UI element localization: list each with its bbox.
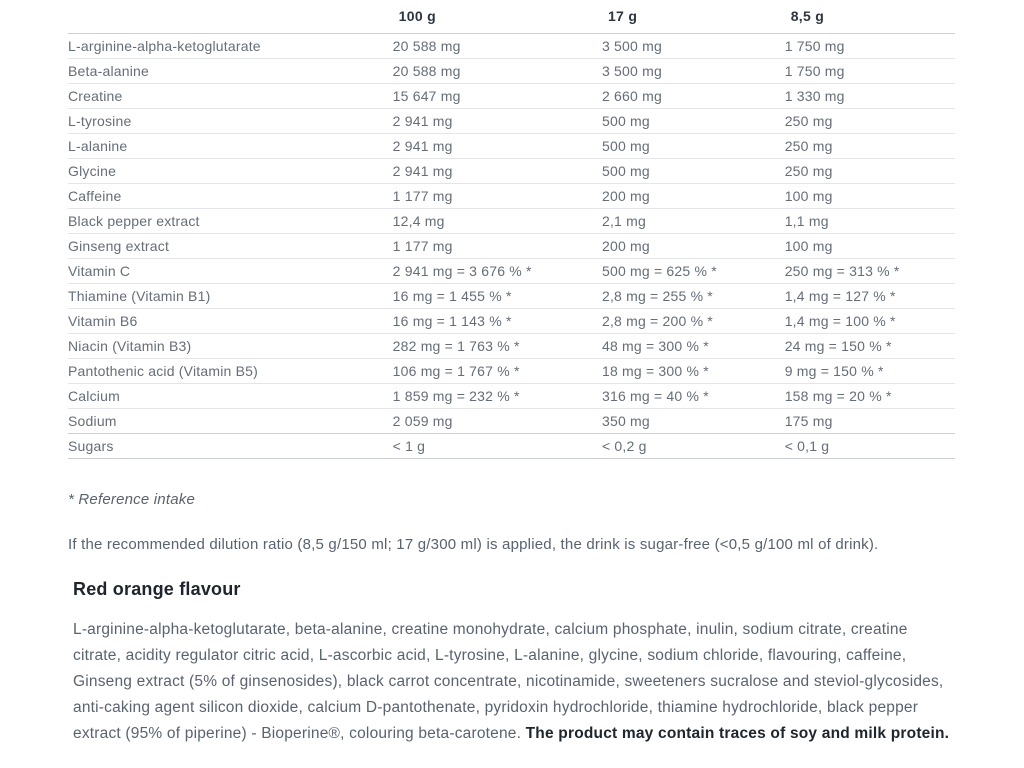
value-per-8-5g: 1 750 mg	[785, 59, 955, 84]
table-row	[68, 209, 955, 234]
table-row	[68, 109, 955, 134]
value-per-8-5g: 250 mg	[785, 134, 955, 159]
nutrient-label: Glycine	[68, 159, 393, 184]
table-row	[68, 434, 955, 459]
header-per-17g: 17 g	[602, 6, 785, 34]
value-per-8-5g: 1 750 mg	[785, 34, 955, 59]
value-per-8-5g: 1 330 mg	[785, 84, 955, 109]
table-row	[68, 134, 955, 159]
nutrient-label: Sugars	[68, 434, 393, 459]
value-per-100g: 2 941 mg	[393, 134, 602, 159]
table-row	[68, 84, 955, 109]
value-per-100g: 20 588 mg	[393, 59, 602, 84]
table-row	[68, 284, 955, 309]
value-per-8-5g: 250 mg = 313 % *	[785, 259, 955, 284]
value-per-17g: 2,1 mg	[602, 209, 785, 234]
header-per-100g: 100 g	[393, 6, 602, 34]
nutrient-label: Pantothenic acid (Vitamin B5)	[68, 359, 393, 384]
nutrient-label: Vitamin C	[68, 259, 393, 284]
value-per-17g: 3 500 mg	[602, 34, 785, 59]
nutrient-label: Vitamin B6	[68, 309, 393, 334]
table-row	[68, 384, 955, 409]
flavour-heading: Red orange flavour	[73, 579, 241, 599]
dilution-ratio-note: If the recommended dilution ratio (8,5 g/150 ml; 17 g/300 ml) is applied, the drink is sugar-free (<0,5 g/100 ml of drink).	[68, 536, 879, 553]
flavour-section	[68, 579, 955, 747]
table-row	[68, 234, 955, 259]
table-row	[68, 409, 955, 434]
value-per-100g: 2 941 mg	[393, 109, 602, 134]
nutrition-table	[68, 6, 955, 459]
value-per-100g: 106 mg = 1 767 % *	[393, 359, 602, 384]
value-per-17g: 350 mg	[602, 409, 785, 434]
value-per-100g: 1 177 mg	[393, 184, 602, 209]
table-row	[68, 334, 955, 359]
nutrient-label: Creatine	[68, 84, 393, 109]
value-per-100g: 1 859 mg = 232 % *	[393, 384, 602, 409]
value-per-100g: 16 mg = 1 143 % *	[393, 309, 602, 334]
table-row	[68, 359, 955, 384]
value-per-100g: < 1 g	[393, 434, 602, 459]
value-per-100g: 282 mg = 1 763 % *	[393, 334, 602, 359]
ingredients-list-text: L-arginine-alpha-ketoglutarate, beta-alanine, creatine monohydrate, calcium phosphate, inulin, sodium citrate, creatine citrate, acidity regulator citric acid, L-ascorbic acid, L-tyrosine, L-alanine, glycine, sodium chloride, flavouring, caffeine, Ginseng extract (5% of ginsenosides), black carrot concentrate, nicotinamide, sweeteners sucralose and steviol-glycosides, anti-caking agent silicon dioxide, calcium D-pantothenate, pyridoxin hydrochloride, thiamine hydrochloride, black pepper extract (95% of piperine) - Bioperine®, colouring beta-carotene.	[73, 621, 944, 742]
nutrient-label: L-arginine-alpha-ketoglutarate	[68, 34, 393, 59]
nutrient-label: Ginseng extract	[68, 234, 393, 259]
value-per-100g: 2 941 mg = 3 676 % *	[393, 259, 602, 284]
nutrient-label: Thiamine (Vitamin B1)	[68, 284, 393, 309]
value-per-17g: 2,8 mg = 200 % *	[602, 309, 785, 334]
value-per-100g: 15 647 mg	[393, 84, 602, 109]
header-per-8-5g: 8,5 g	[785, 6, 955, 34]
value-per-100g: 2 941 mg	[393, 159, 602, 184]
value-per-17g: 18 mg = 300 % *	[602, 359, 785, 384]
value-per-17g: 500 mg	[602, 134, 785, 159]
value-per-8-5g: 158 mg = 20 % *	[785, 384, 955, 409]
nutrient-label: Caffeine	[68, 184, 393, 209]
value-per-100g: 12,4 mg	[393, 209, 602, 234]
value-per-17g: 2,8 mg = 255 % *	[602, 284, 785, 309]
table-header-row	[68, 6, 955, 34]
ingredients-paragraph	[73, 617, 955, 747]
nutrient-label: Sodium	[68, 409, 393, 434]
value-per-8-5g: 9 mg = 150 % *	[785, 359, 955, 384]
value-per-8-5g: 1,4 mg = 100 % *	[785, 309, 955, 334]
reference-intake-note: * Reference intake	[68, 491, 196, 508]
table-row	[68, 184, 955, 209]
value-per-17g: 200 mg	[602, 234, 785, 259]
value-per-17g: 500 mg	[602, 159, 785, 184]
value-per-8-5g: 250 mg	[785, 159, 955, 184]
value-per-17g: < 0,2 g	[602, 434, 785, 459]
nutrient-label: Calcium	[68, 384, 393, 409]
value-per-100g: 1 177 mg	[393, 234, 602, 259]
table-row	[68, 309, 955, 334]
nutrient-label: Black pepper extract	[68, 209, 393, 234]
table-row	[68, 59, 955, 84]
nutrient-label: Niacin (Vitamin B3)	[68, 334, 393, 359]
value-per-17g: 316 mg = 40 % *	[602, 384, 785, 409]
value-per-17g: 48 mg = 300 % *	[602, 334, 785, 359]
value-per-8-5g: < 0,1 g	[785, 434, 955, 459]
value-per-8-5g: 100 mg	[785, 234, 955, 259]
value-per-17g: 500 mg = 625 % *	[602, 259, 785, 284]
value-per-8-5g: 24 mg = 150 % *	[785, 334, 955, 359]
value-per-17g: 2 660 mg	[602, 84, 785, 109]
value-per-17g: 3 500 mg	[602, 59, 785, 84]
value-per-17g: 200 mg	[602, 184, 785, 209]
nutrient-label: L-alanine	[68, 134, 393, 159]
header-ingredient-column	[68, 6, 393, 34]
value-per-8-5g: 1,1 mg	[785, 209, 955, 234]
value-per-100g: 16 mg = 1 455 % *	[393, 284, 602, 309]
value-per-8-5g: 100 mg	[785, 184, 955, 209]
nutrient-label: Beta-alanine	[68, 59, 393, 84]
table-row	[68, 159, 955, 184]
allergen-warning-text: The product may contain traces of soy and milk protein.	[525, 725, 950, 742]
value-per-100g: 20 588 mg	[393, 34, 602, 59]
value-per-17g: 500 mg	[602, 109, 785, 134]
value-per-8-5g: 175 mg	[785, 409, 955, 434]
value-per-8-5g: 1,4 mg = 127 % *	[785, 284, 955, 309]
value-per-8-5g: 250 mg	[785, 109, 955, 134]
nutrient-label: L-tyrosine	[68, 109, 393, 134]
table-row	[68, 259, 955, 284]
table-row	[68, 34, 955, 59]
value-per-100g: 2 059 mg	[393, 409, 602, 434]
